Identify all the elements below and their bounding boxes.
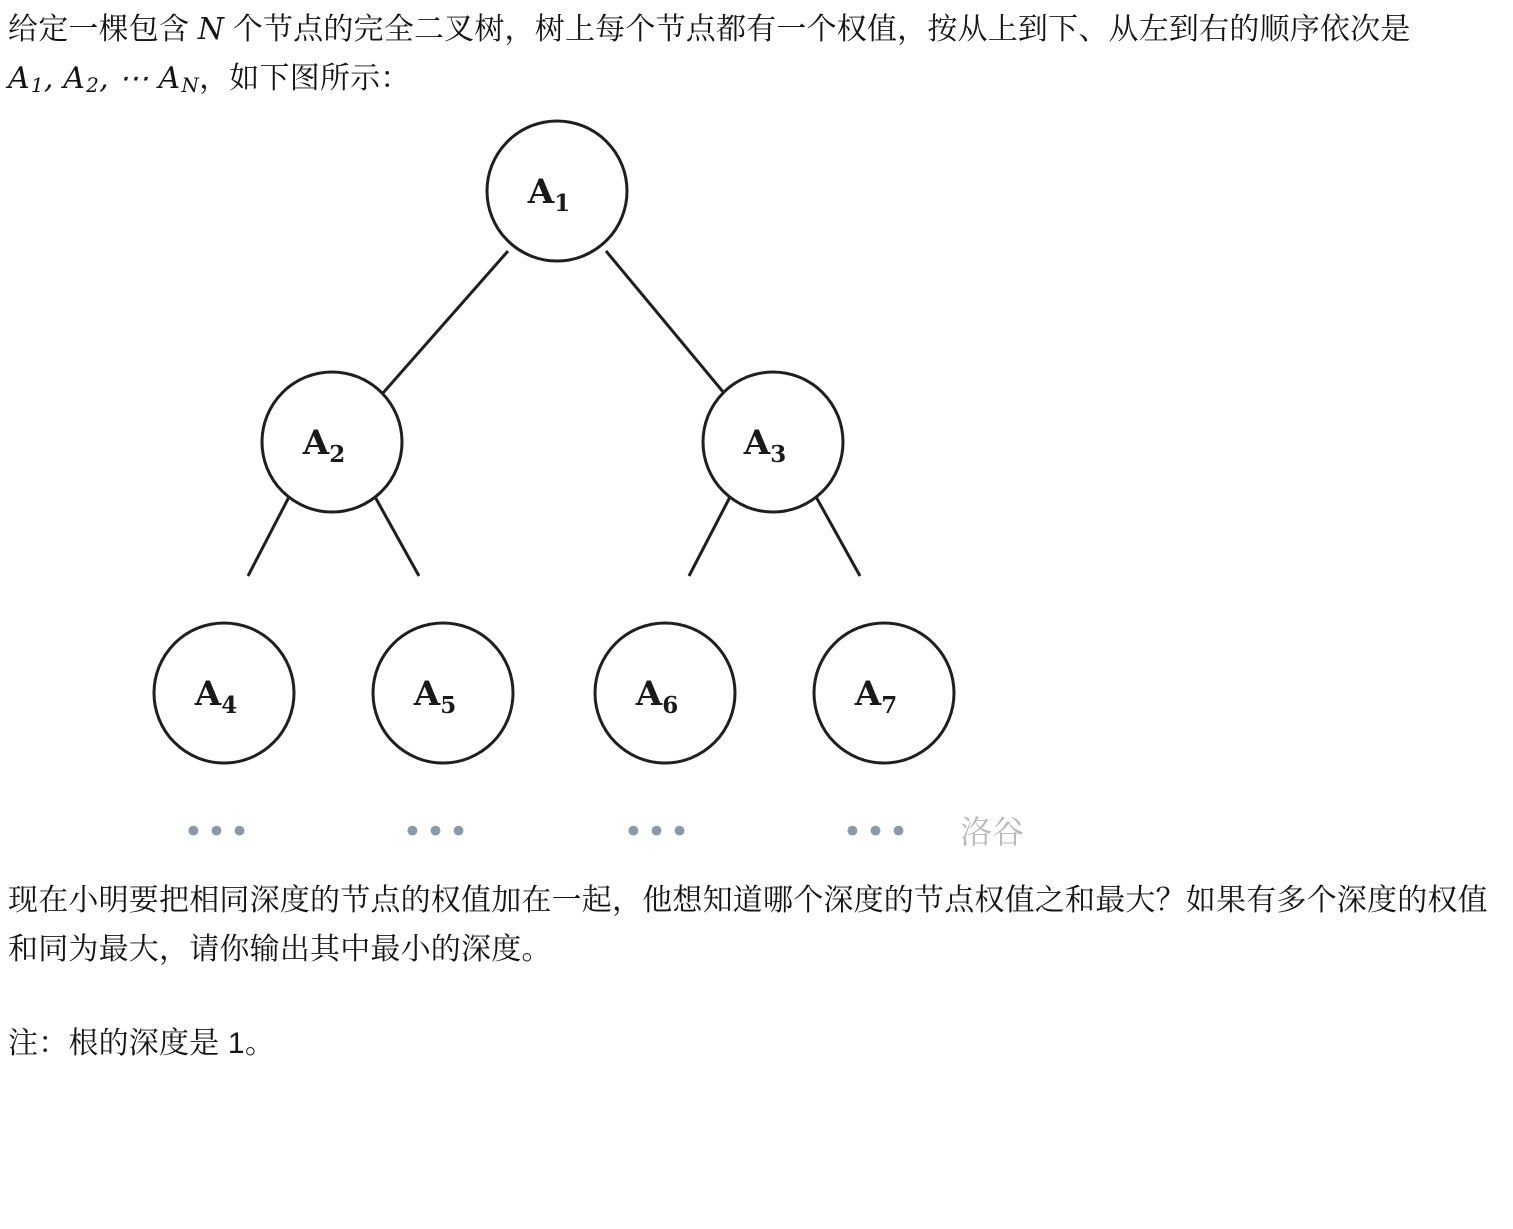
sequence-a1: $A_1$ <box>8 60 44 97</box>
edge-a2-a5 <box>374 495 419 576</box>
ellipsis-group-2: ••• <box>402 812 472 853</box>
intro-text-part-3: ，如下图所示： <box>199 61 411 95</box>
problem-note: 注：根的深度是 1。 <box>8 1027 276 1061</box>
edge-a1-a2 <box>383 251 508 393</box>
edge-a3-a6 <box>689 495 731 576</box>
watermark-label: 洛谷 <box>960 813 1025 852</box>
node-a2-label: $A_2$ <box>302 423 346 469</box>
ellipsis-group-4: ••• <box>842 812 912 853</box>
sequence-an: $A_N$ <box>158 60 200 97</box>
node-a3-label: $A_3$ <box>743 423 787 469</box>
node-a1-label: $A_1$ <box>527 172 571 218</box>
node-a4-label: $A_4$ <box>194 674 238 720</box>
edge-a3-a7 <box>815 495 860 576</box>
intro-text-part-2: 个节点的完全二叉树，树上每个节点都有一个权值，按从上到下、从左到右的顺序依次是 <box>224 13 1411 46</box>
node-a7-label: $A_7$ <box>854 674 898 720</box>
tree-ellipsis-row <box>183 812 911 852</box>
sequence-formula: $A_1$, $A_2$, ⋯ $A_N$ <box>8 60 200 97</box>
tree-diagram-svg <box>0 103 1513 863</box>
edge-a2-a4 <box>248 495 290 576</box>
intro-text-part-1: 给定一棵包含 <box>8 13 198 46</box>
binary-tree-figure <box>0 103 1513 863</box>
sequence-a2: $A_2$ <box>63 60 100 97</box>
variable-n: N <box>197 12 225 47</box>
edge-a1-a3 <box>606 251 724 393</box>
node-a6-label: $A_6$ <box>635 674 679 720</box>
problem-intro-paragraph <box>8 0 1505 103</box>
problem-body-paragraph: 现在小明要把相同深度的节点的权值加在一起，他想知道哪个深度的节点权值之和最大？如果有多个深度的权值和同为最大，请你输出其中最小的深度。 <box>8 884 1488 966</box>
ellipsis-group-3: ••• <box>623 812 693 853</box>
node-a5-label: $A_5$ <box>413 674 457 720</box>
tree-nodes <box>154 121 954 763</box>
ellipsis-group-1: ••• <box>183 812 253 853</box>
